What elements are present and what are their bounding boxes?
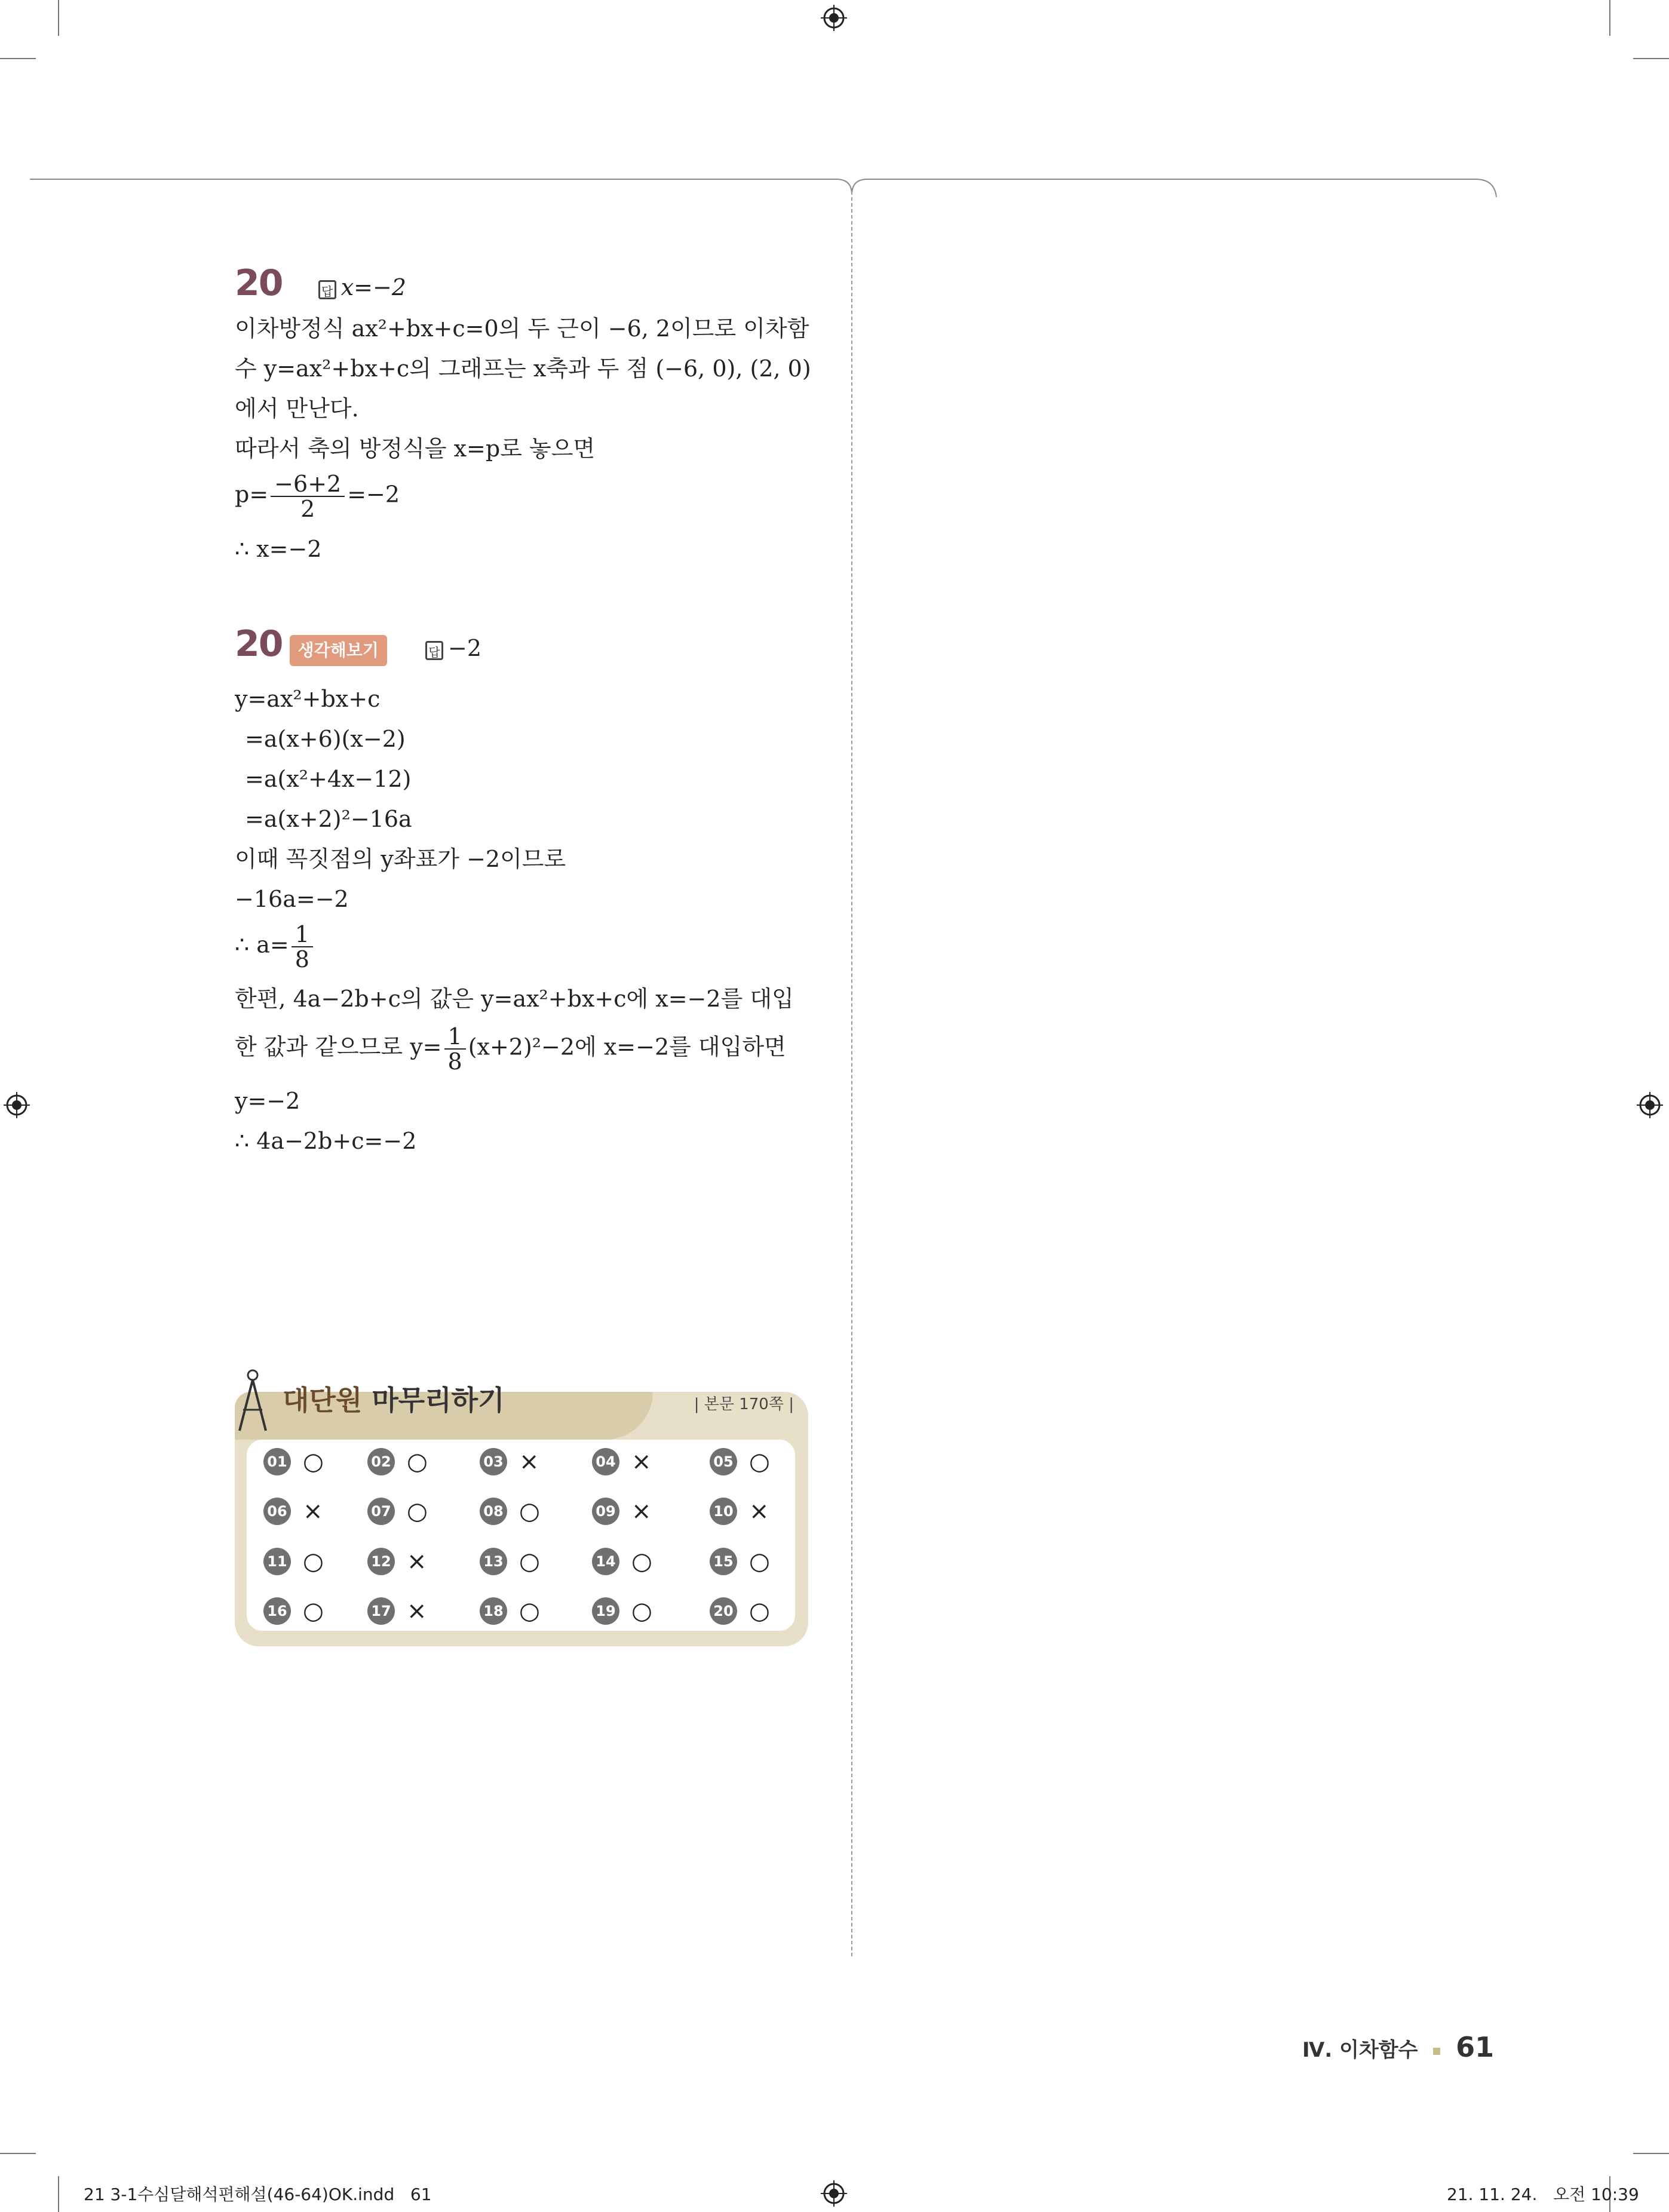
problem-number: 20: [235, 623, 283, 665]
item-mark: ○: [749, 1597, 770, 1625]
fraction-numerator: 1: [444, 1024, 466, 1050]
fraction-denominator: 8: [447, 1048, 462, 1075]
answer-icon: 답: [318, 280, 336, 299]
problem-number: 20: [235, 262, 283, 304]
solution-line: −16a=−2: [235, 886, 349, 912]
item-number-badge: 09: [592, 1498, 619, 1525]
fraction-equation: [235, 1024, 786, 1073]
answer-item: [710, 1496, 769, 1526]
answer-item: [367, 1496, 428, 1526]
fraction: [271, 472, 345, 521]
crop-mark: [58, 2176, 59, 2212]
page-frame-line: [0, 173, 1669, 221]
solution-line: 이때 꼭짓점의 y좌표가 −2이므로: [235, 846, 566, 872]
item-number-badge: 16: [263, 1597, 291, 1625]
item-mark: ○: [303, 1548, 324, 1575]
review-title-part2: 마무리하기: [372, 1384, 505, 1416]
item-mark: ○: [519, 1498, 540, 1525]
chapter-review-box: [235, 1368, 808, 1646]
answer-item: [592, 1496, 652, 1526]
item-number-badge: 14: [592, 1548, 619, 1575]
item-number-badge: 03: [480, 1448, 507, 1475]
answer-item: [263, 1447, 324, 1477]
conclusion: ∴ x=−2: [235, 536, 322, 562]
item-number-badge: 10: [710, 1498, 737, 1525]
fraction-prefix: p=: [235, 481, 269, 508]
solution-line: 수 y=ax²+bx+c의 그래프는 x축과 두 점 (−6, 0), (2, 0): [235, 355, 811, 382]
crop-mark: [0, 2153, 36, 2154]
item-number-badge: 12: [367, 1548, 395, 1575]
answer-text: x=−2: [340, 274, 406, 300]
solution-line: y=−2: [235, 1088, 300, 1114]
answer-item: [480, 1596, 540, 1626]
answer-item: [710, 1547, 770, 1576]
item-number-badge: 11: [263, 1548, 291, 1575]
review-title-part1: 대단원: [283, 1384, 363, 1416]
answer-item: [710, 1447, 770, 1477]
item-number-badge: 04: [592, 1448, 619, 1475]
answer-item: [263, 1547, 324, 1576]
item-number-badge: 13: [480, 1548, 507, 1575]
item-number-badge: 20: [710, 1597, 737, 1625]
fraction-numerator: −6+2: [271, 472, 345, 497]
page-number: 61: [1456, 2031, 1495, 2063]
crop-mark: [1633, 58, 1669, 59]
problem-20-header: [235, 262, 406, 304]
item-number-badge: 08: [480, 1498, 507, 1525]
item-number-badge: 18: [480, 1597, 507, 1625]
solution-line: 이차방정식 ax²+bx+c=0의 두 근이 −6, 2이므로 이차함: [235, 315, 809, 342]
running-footer: [1302, 2031, 1494, 2063]
column-divider: [851, 191, 852, 1956]
review-title: [283, 1379, 505, 1418]
fraction-prefix: 한 값과 같으므로 y=: [235, 1033, 442, 1060]
answer-item: [480, 1547, 540, 1576]
item-mark: ○: [303, 1597, 324, 1625]
item-number-badge: 02: [367, 1448, 395, 1475]
answer-item: [592, 1547, 652, 1576]
item-number-badge: 01: [263, 1448, 291, 1475]
fraction-numerator: 1: [292, 922, 313, 947]
fraction-suffix: (x+2)²−2에 x=−2를 대입하면: [468, 1033, 786, 1060]
solution-line: 따라서 축의 방정식을 x=p로 놓으면: [235, 435, 596, 462]
solution-line: =a(x+2)²−16a: [245, 806, 412, 832]
solution-line: =a(x²+4x−12): [245, 766, 412, 792]
compass-icon: [235, 1368, 271, 1434]
answer-item: [592, 1596, 652, 1626]
print-date: 21. 11. 24. 오전 10:39: [1447, 2185, 1639, 2204]
item-mark: ○: [749, 1548, 770, 1575]
solution-line: =a(x+6)(x−2): [245, 726, 406, 752]
crop-mark: [0, 58, 36, 59]
registration-mark-icon: [1637, 1092, 1663, 1118]
problem-20b-header: [235, 623, 482, 666]
answer-item: [263, 1596, 324, 1626]
fraction-equation: [235, 472, 400, 521]
item-mark: ×: [519, 1448, 539, 1475]
registration-mark-icon: [821, 5, 847, 31]
crop-mark: [1633, 2153, 1669, 2154]
answer-item: [592, 1447, 652, 1477]
answer-item: [710, 1596, 770, 1626]
item-mark: ×: [749, 1498, 769, 1525]
fraction-prefix: ∴ a=: [235, 931, 289, 958]
item-mark: ○: [519, 1548, 540, 1575]
item-mark: ○: [407, 1448, 428, 1475]
item-mark: ○: [749, 1448, 770, 1475]
answer-item: [480, 1496, 540, 1526]
item-mark: ○: [631, 1597, 652, 1625]
answer-item: [263, 1496, 323, 1526]
item-mark: ○: [407, 1498, 428, 1525]
fraction: [444, 1024, 466, 1073]
answer-text: −2: [448, 635, 482, 661]
fraction-suffix: =−2: [347, 481, 400, 508]
item-mark: ×: [631, 1448, 652, 1475]
item-mark: ×: [631, 1498, 652, 1525]
registration-mark-icon: [821, 2180, 847, 2207]
crop-mark: [58, 0, 59, 36]
crop-mark: [1609, 0, 1610, 36]
fraction-equation: [235, 922, 315, 971]
registration-mark-icon: [4, 1092, 30, 1118]
fraction-denominator: 2: [300, 496, 315, 522]
answer-item: [480, 1447, 539, 1477]
fraction: [292, 922, 313, 971]
item-mark: ○: [519, 1597, 540, 1625]
conclusion: ∴ 4a−2b+c=−2: [235, 1128, 417, 1154]
answer-item: [367, 1596, 427, 1626]
item-number-badge: 19: [592, 1597, 619, 1625]
answer-icon: 답: [425, 641, 443, 660]
solution-line: y=ax²+bx+c: [235, 686, 381, 712]
item-mark: ×: [407, 1597, 427, 1625]
item-number-badge: 07: [367, 1498, 395, 1525]
solution-line: 한편, 4a−2b+c의 값은 y=ax²+bx+c에 x=−2를 대입: [235, 986, 794, 1012]
think-badge: 생각해보기: [290, 635, 387, 666]
item-number-badge: 15: [710, 1548, 737, 1575]
separator-square: [1433, 2048, 1440, 2055]
file-slug: 21 3-1수심달해석편해설(46-64)OK.indd 61: [84, 2185, 432, 2204]
fraction-denominator: 8: [294, 946, 309, 972]
answer-item: [367, 1547, 427, 1576]
chapter-label: Ⅳ. 이차함수: [1302, 2038, 1418, 2062]
item-mark: ○: [631, 1548, 652, 1575]
item-number-badge: 05: [710, 1448, 737, 1475]
item-mark: ×: [407, 1548, 427, 1575]
page-reference: | 본문 170쪽 |: [694, 1395, 794, 1413]
item-number-badge: 06: [263, 1498, 291, 1525]
item-number-badge: 17: [367, 1597, 395, 1625]
answer-item: [367, 1447, 428, 1477]
solution-line: 에서 만난다.: [235, 395, 359, 422]
item-mark: ×: [303, 1498, 323, 1525]
item-mark: ○: [303, 1448, 324, 1475]
